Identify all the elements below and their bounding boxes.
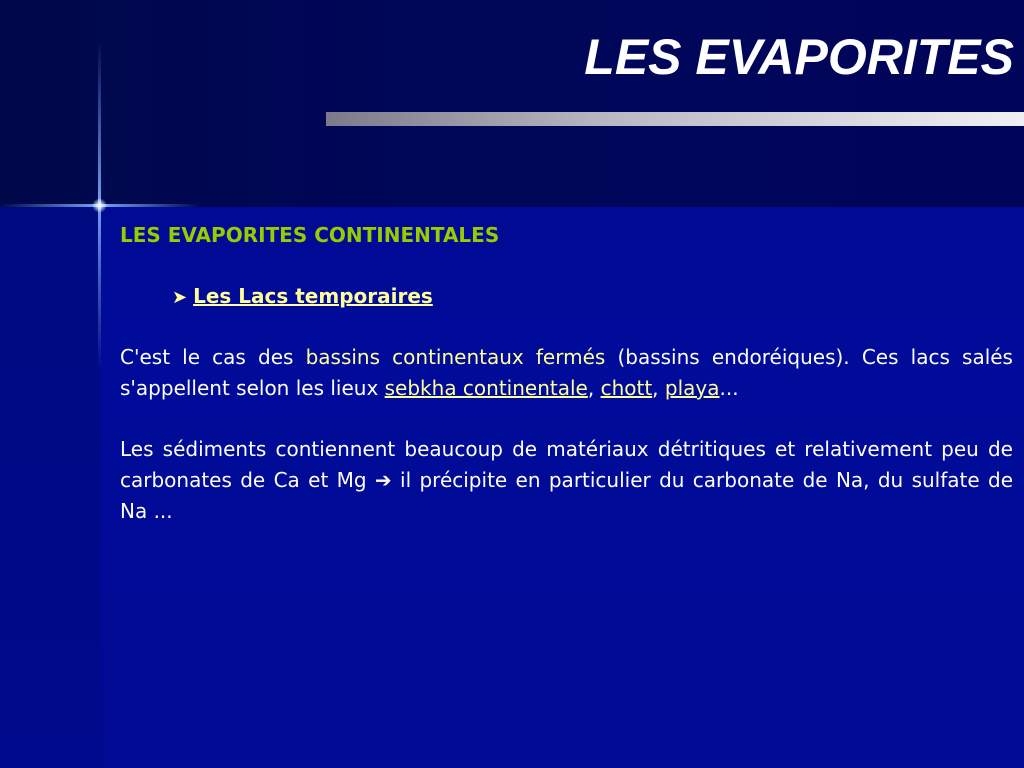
highlight-closed-basins: bassins continentaux fermés bbox=[305, 345, 606, 369]
link-chott[interactable]: chott bbox=[600, 376, 653, 400]
separator: , bbox=[652, 376, 665, 400]
link-sebkha[interactable]: sebkha continentale bbox=[384, 376, 588, 400]
right-arrow-icon: ➔ bbox=[374, 468, 392, 492]
left-band bbox=[0, 207, 100, 768]
slide-content bbox=[120, 220, 1013, 527]
paragraph-text: il précipite en particulier du carbonate de Na, du sulfate de Na ... bbox=[120, 468, 1014, 523]
slide-title: LES EVAPORITES bbox=[584, 29, 1014, 85]
title-underline-bar bbox=[326, 112, 1024, 126]
bullet-item bbox=[172, 281, 1013, 312]
paragraph-basins bbox=[120, 342, 1013, 404]
paragraph-sediments bbox=[120, 434, 1013, 527]
paragraph-text: ... bbox=[719, 376, 739, 400]
arrow-bullet-icon: ➤ bbox=[172, 287, 188, 308]
paragraph-text: Les sédiments contiennent beaucoup de matériaux détritiques et relativement peu de carbonates de Ca et Mg bbox=[120, 437, 1013, 492]
sparkle-star-icon bbox=[92, 198, 107, 213]
link-playa[interactable]: playa bbox=[664, 376, 720, 400]
paragraph-text: C'est le cas des bbox=[120, 345, 306, 369]
section-heading: LES EVAPORITES CONTINENTALES bbox=[120, 223, 500, 247]
paragraph-text: (bassins endoréiques). Ces lacs salés s'appellent selon les lieux bbox=[120, 345, 1013, 400]
separator: , bbox=[587, 376, 601, 400]
bullet-text: Les Lacs temporaires bbox=[193, 284, 433, 308]
